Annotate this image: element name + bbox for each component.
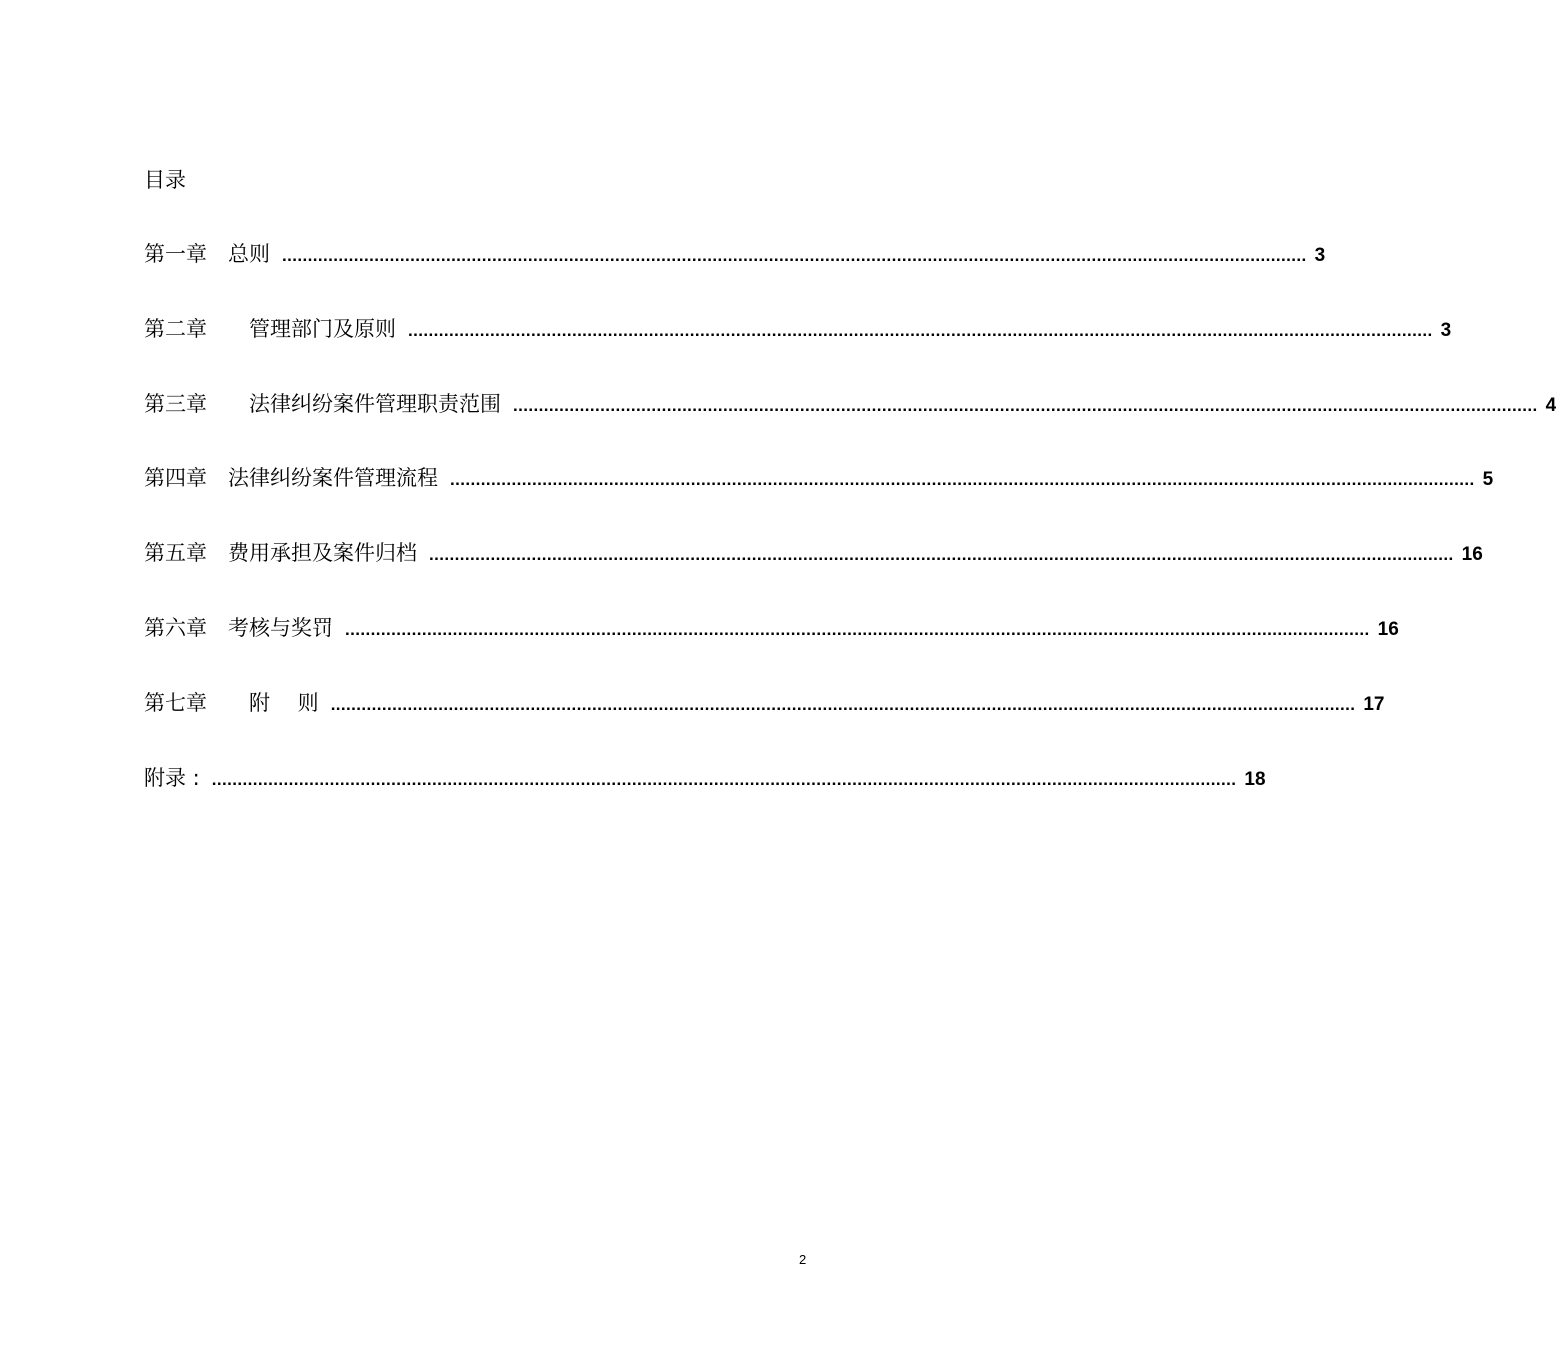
toc-entry-label: 第七章 附 则 — [144, 691, 319, 715]
toc-entry-chapter-3[interactable] — [144, 390, 1556, 420]
toc-entry-chapter-5[interactable] — [144, 539, 1483, 569]
toc-entry-label: 第四章 法律纠纷案件管理流程 — [144, 466, 438, 490]
toc-entry-page: 16 — [1461, 544, 1483, 565]
toc-entry-page: 18 — [1244, 769, 1266, 790]
toc-entry-label: 第一章 总则 — [144, 242, 270, 266]
toc-dot-leader: ........................................................................................................................................................................................................ — [429, 545, 1454, 564]
toc-entry-page: 4 — [1545, 395, 1556, 416]
toc-entry-page: 3 — [1314, 245, 1326, 266]
toc-entry-page: 5 — [1482, 469, 1494, 490]
toc-entry-chapter-2[interactable] — [144, 315, 1452, 345]
toc-entry-chapter-4[interactable] — [144, 464, 1494, 494]
page-number: 2 — [799, 1252, 807, 1267]
toc-entry-chapter-1[interactable] — [144, 240, 1326, 270]
toc-dot-leader: ........................................................................................................................................................................................................ — [211, 770, 1237, 789]
toc-dot-leader: ........................................................................................................................................................................................................ — [450, 470, 1475, 489]
toc-title: 目录 — [144, 168, 186, 192]
toc-entry-chapter-7[interactable] — [144, 689, 1385, 719]
toc-entry-appendix[interactable] — [144, 764, 1266, 794]
toc-entry-page: 16 — [1377, 619, 1399, 640]
toc-entry-label: 第五章 费用承担及案件归档 — [144, 541, 417, 565]
toc-entry-label: 第二章 管理部门及原则 — [144, 317, 396, 341]
toc-entry-page: 17 — [1363, 694, 1385, 715]
toc-entry-label: 附录 : — [144, 766, 200, 790]
toc-dot-leader: ........................................................................................................................................................................................................ — [408, 321, 1433, 340]
toc-entry-label: 第三章 法律纠纷案件管理职责范围 — [144, 392, 501, 416]
toc-entry-page: 3 — [1440, 320, 1452, 341]
toc-dot-leader: ........................................................................................................................................................................................................ — [282, 246, 1307, 265]
toc-dot-leader: ........................................................................................................................................................................................................ — [513, 396, 1538, 415]
toc-dot-leader: ........................................................................................................................................................................................................ — [330, 695, 1356, 714]
toc-entry-label: 第六章 考核与奖罚 — [144, 616, 333, 640]
toc-dot-leader: ........................................................................................................................................................................................................ — [345, 620, 1370, 639]
toc-entry-chapter-6[interactable] — [144, 614, 1399, 644]
